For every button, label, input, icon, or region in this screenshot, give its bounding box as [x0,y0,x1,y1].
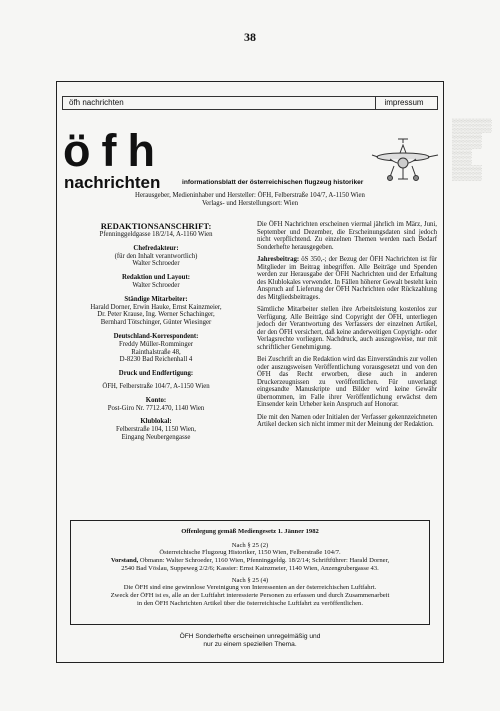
footer-line-2: nur zu einem speziellen Thema. [203,641,297,648]
address-heading: REDAKTIONSANSCHRIFT: [100,221,212,231]
logo-tagline: informationsblatt der österreichischen flugzeug historiker [182,179,364,186]
board-label: Vorstand, [110,557,139,565]
disclosure-box [70,520,430,625]
print-heading: Druck und Endfertigung: [118,370,194,378]
club-line-2: Eingang Neubergengasse [121,433,191,441]
show-through-text: ▒▒▒▒ ▒▒▒ ▒▒ ▒▒▒ [452,118,492,181]
publisher-line-1: Herausgeber, Medieninhaber und Hersteller: ÖFH, Felberstraße 104/7, A-1150 Wien [135,192,365,199]
paragraph-copyright: Sämtliche Mitarbeiter stellen ihre Arbeitsleistung kostenlos zur Verfügung. Alle Beiträge sind Copyright der ÖFH, unterliegen jedoch der Verantwortung des Verfassers der einzelnen Artikel, der den ÖFH versichert, daß keine anderweitigen Copyright- oder Verlagsrechte vorliegen. Nachdruck, auch auszugsweise, nur mit schriftlicher Genehmigung. [257,306,437,351]
disclosure-heading: Offenlegung gemäß Mediengesetz 1. Jänner 1982 [181,528,319,535]
chief-heading: Chefredakteur: [133,244,179,252]
section-25-2-line: Österreichische Flugzeug Historiker, 1150 Wien, Felberstraße 104/7. [159,549,341,557]
correspondent-line-3: D-8230 Bad Reichenhall 4 [119,356,193,364]
header-right: impressum [375,97,432,109]
club-heading: Klublokal: [140,418,172,426]
board-line-2: 2540 Bad Vöslau, Suppeweg 2/2/6; Kassier: Ernst Kainzmeier, 1140 Wien, Anzengrubergasse 43. [121,564,379,572]
footer-line-1: ÖFH Sonderhefte erscheinen unregelmäßig und [179,633,321,640]
publisher-line-2: Verlags- und Herstellungsort: Wien [201,200,299,208]
address: Pfenninggeldgasse 18/2/14, A-1160 Wien [99,231,213,238]
publisher-info [64,192,436,208]
paragraph-submissions: Bei Zuschrift an die Redaktion wird das Einverständnis zur vollen oder auszugsweisen Veröffentlichung vorausgesetzt und von den ÖFH das Recht erworben, diese auch in anderen Druckerzeugnissen zu veröffentlichen. Für unverlangt eingesandte Manuskripte und Bilder wird keine Gewähr übernommen, im Falle ihrer Veröffentlichung erwächst dem Einsender kein Urheber kein Anspruch auf Honorar. [257,356,437,408]
staff-line-1: Harald Dorner, Erwin Hauke, Ernst Kainzmeier, [90,303,222,311]
header-bar [62,96,438,110]
staff-heading: Ständige Mitarbeiter: [124,295,188,303]
chief-note: (für den Inhalt verantwortlich) [114,252,198,260]
layout-name: Walter Schroeder [132,281,180,289]
logo-title: öfh [63,125,166,176]
club-line-1: Felberstraße 104, 1150 Wien, [116,426,196,434]
paragraph-fee [257,256,437,301]
page-number: 38 [244,30,256,44]
correspondent-heading: Deutschland-Korrespondent: [113,332,199,340]
fee-text: öS 350,-; der Bezug der ÖFH Nachrichten ist für Mitglieder im Beitrag inbegriffen. Alle Beiträge und Spenden werden zur Herausgabe der ÖFH Nachrichten und der Erhaltung des Klublokales verwendet. In Fällen höherer Gewalt besteht kein Anspruch auf Lieferung der ÖFH Nachrichten oder Rückzahlung des Mitgliedsbeitrages. [257,256,437,301]
header-left: öfh nachrichten [69,98,124,107]
fee-label: Jahresbeitrag: [257,256,300,263]
section-25-4-line-2: Zweck der ÖFH ist es, alle an der Luftfahrt interessierte Personen zu erfassen und durch Zusammenarbeit [110,591,390,599]
section-25-4-line-3: in den ÖFH Nachrichten Artikel über die österreichische Luftfahrt zu veröffentlichen. [137,599,363,607]
correspondent-line-1: Freddy Müller-Romminger [118,340,194,348]
board-line-1 [71,557,429,565]
board-text-1: Obmann: Walter Schroeder, 1160 Wien, Pfenninggeldg. 18/2/14; Schriftführer: Harald Dorner, [138,557,390,565]
chief-name: Walter Schroeder [132,260,180,268]
section-25-2-label: Nach § 25 (2) [231,541,269,549]
konto-heading: Konto: [145,396,167,404]
staff-line-2: Dr. Peter Krause, Ing. Werner Schachinger, [97,311,215,319]
airplane-icon [370,133,440,185]
logo-subtitle: nachrichten [64,173,161,192]
masthead-column [64,221,248,442]
footer-note [64,633,436,649]
paragraph-disclaimer: Die mit den Namen oder Initialen der Verfasser gekennzeichneten Artikel decken sich nicht immer mit der Meinung der Redaktion. [257,413,437,428]
print-address: ÖFH, Felberstraße 104/7, A-1150 Wien [102,382,210,390]
section-25-4-line-1: Die ÖFH sind eine gewinnlose Vereinigung von Interessenten an der österreichischen Luftfahrt. [123,584,377,592]
paragraph-schedule: Die ÖFH Nachrichten erscheinen viermal jährlich im März, Juni, September und Dezember, die Erscheinungsdaten sind jedoch nicht verpflichtend. Zu einzelnen Themen werden nach Bedarf Sonderhefte herausgegeben. [257,221,437,251]
correspondent-line-2: Rainthalstraße 48, [131,348,181,356]
staff-line-3: Bernhard Tötschinger, Günter Wiesinger [100,319,212,327]
layout-heading: Redaktion und Layout: [122,274,190,282]
section-25-4-label: Nach § 25 (4) [231,576,269,584]
konto: Post-Giro Nr. 7712.470, 1140 Wien [107,404,205,412]
info-column [257,221,437,434]
